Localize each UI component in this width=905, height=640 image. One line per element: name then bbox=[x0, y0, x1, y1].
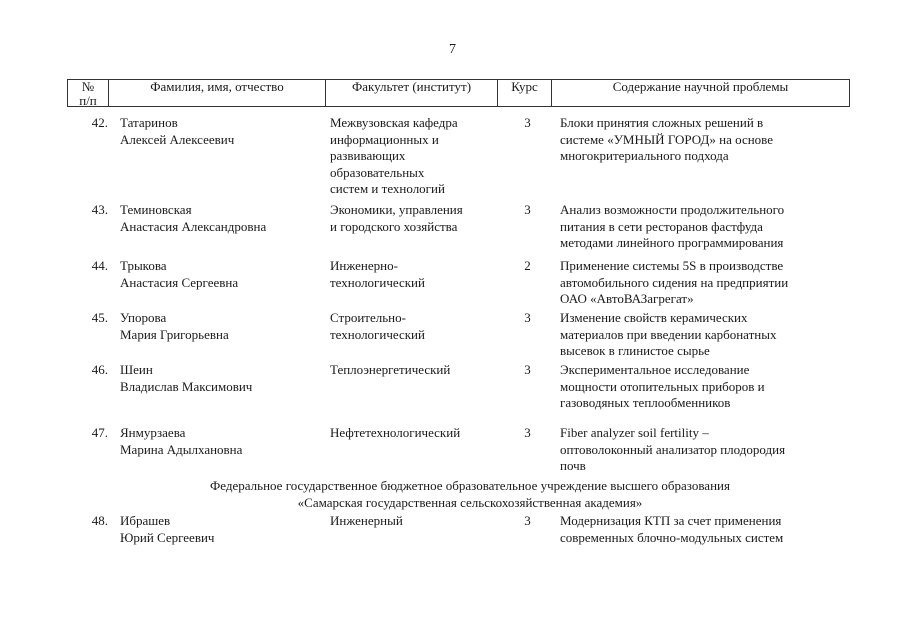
research-topic: Применение системы 5S в производстве автомобильного сидения на предприятии ОАО «АвтоВАЗагрегат» bbox=[560, 258, 789, 306]
row-number: 48. bbox=[91, 513, 108, 528]
research-topic: Модернизация КТП за счет применения современных блочно-модульных систем bbox=[560, 513, 784, 545]
header-course: Курс bbox=[511, 79, 538, 94]
institution-heading-line: Федеральное государственное бюджетное образовательное учреждение высшего образования bbox=[210, 478, 730, 493]
header-num: № п/п bbox=[79, 79, 97, 108]
row-number: 42. bbox=[91, 115, 108, 130]
research-topic: Анализ возможности продолжительного питания в сети ресторанов фастфуда методами линейного программирования bbox=[560, 202, 785, 250]
research-topic: Блоки принятия сложных решений в системе «УМНЫЙ ГОРОД» на основе многокритериального подхода bbox=[560, 115, 774, 163]
header-name: Фамилия, имя, отчество bbox=[150, 79, 284, 94]
student-name: Янмурзаева Марина Адылхановна bbox=[120, 425, 243, 457]
course: 3 bbox=[524, 310, 531, 325]
faculty: Строительно- технологический bbox=[330, 310, 425, 342]
institution-heading-line: «Самарская государственная сельскохозяйственная академия» bbox=[297, 494, 643, 510]
institution-heading bbox=[100, 478, 840, 511]
row-number: 44. bbox=[91, 258, 108, 273]
faculty: Инженерно- технологический bbox=[330, 258, 425, 290]
header-faculty: Факультет (институт) bbox=[351, 79, 472, 94]
row-number: 46. bbox=[91, 362, 108, 377]
course: 3 bbox=[524, 115, 531, 130]
course: 3 bbox=[524, 513, 531, 528]
header-topic: Содержание научной проблемы bbox=[612, 79, 789, 94]
research-topic: Экспериментальное исследование мощности отопительных приборов и газоводяных теплообменников bbox=[560, 362, 765, 410]
course: 3 bbox=[524, 202, 531, 217]
faculty: Межвузовская кафедра информационных и развивающих образовательных систем и технологий bbox=[330, 115, 458, 196]
course: 3 bbox=[524, 425, 531, 440]
student-name: Упорова Мария Григорьевна bbox=[120, 310, 229, 342]
faculty: Инженерный bbox=[330, 513, 403, 528]
student-name: Ибрашев Юрий Сергеевич bbox=[120, 513, 215, 545]
row-number: 47. bbox=[91, 425, 108, 440]
course: 3 bbox=[524, 362, 531, 377]
faculty: Нефтетехнологический bbox=[330, 425, 461, 440]
student-name: Татаринов Алексей Алексеевич bbox=[120, 115, 235, 147]
student-name: Теминовская Анастасия Александровна bbox=[120, 202, 267, 234]
page-number: 7 bbox=[449, 42, 456, 57]
student-name: Шеин Владислав Максимович bbox=[120, 362, 253, 394]
faculty: Теплоэнергетический bbox=[330, 362, 451, 377]
research-topic: Изменение свойств керамических материалов при введении карбонатных высевок в глинистое сырье bbox=[560, 310, 777, 358]
row-number: 45. bbox=[91, 310, 108, 325]
faculty: Экономики, управления и городского хозяйства bbox=[330, 202, 463, 234]
row-number: 43. bbox=[91, 202, 108, 217]
student-name: Трыкова Анастасия Сергеевна bbox=[120, 258, 239, 290]
research-topic: Fiber analyzer soil fertility – оптоволоконный анализатор плодородия почв bbox=[560, 425, 786, 473]
course: 2 bbox=[524, 258, 531, 273]
